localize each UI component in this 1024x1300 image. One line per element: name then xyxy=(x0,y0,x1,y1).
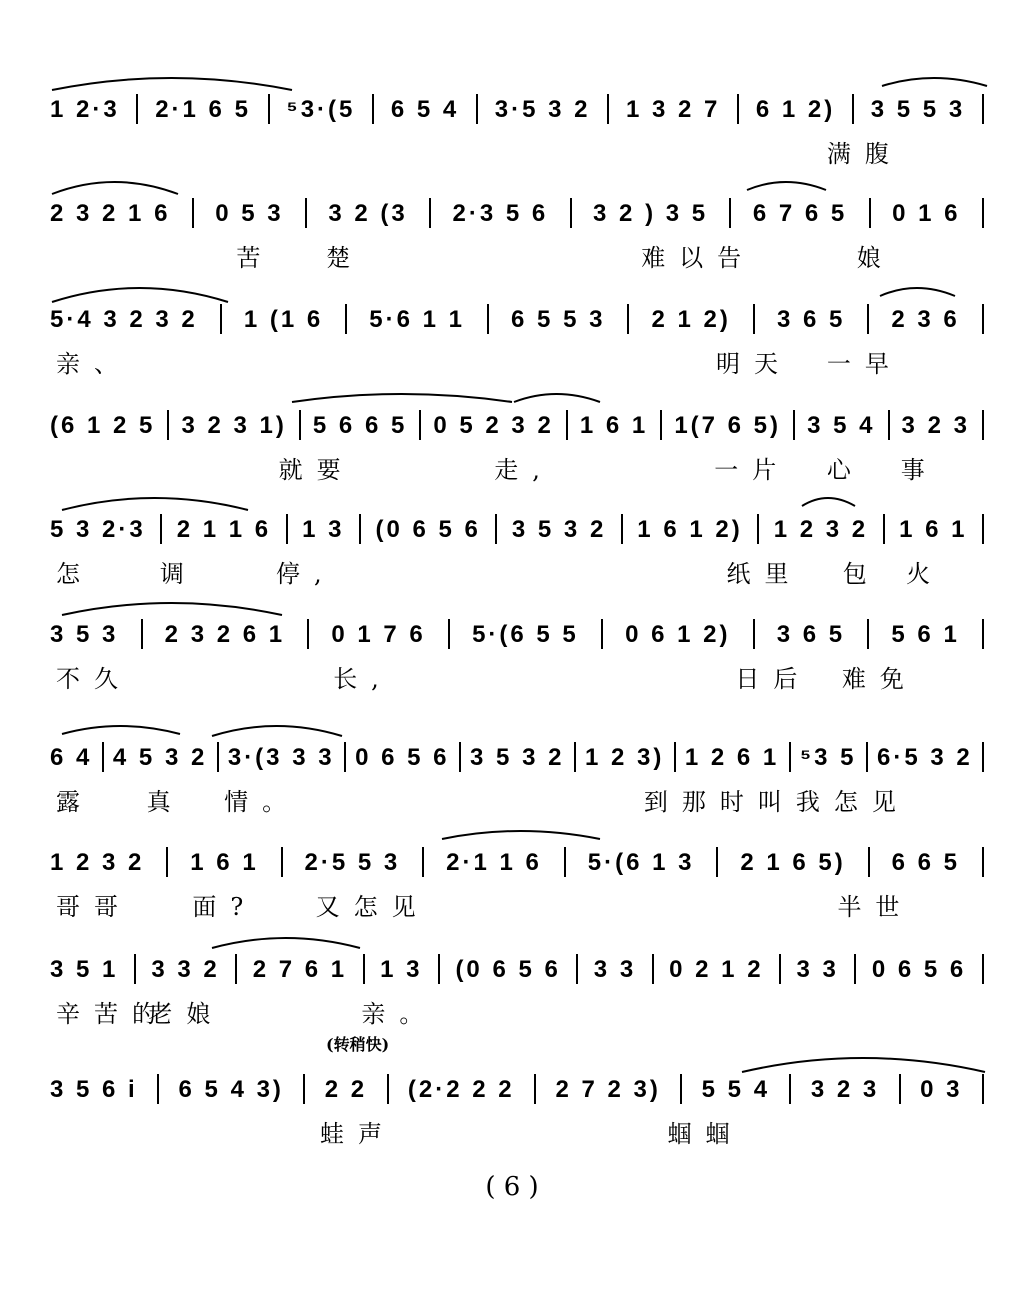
note-group: 2 7 2 3) xyxy=(555,1076,661,1103)
barline xyxy=(607,94,609,124)
note-group: 2 1 6 5) xyxy=(740,849,846,876)
lyric-text: 老娘 xyxy=(148,1000,225,1028)
barline xyxy=(660,410,662,440)
barline xyxy=(281,847,283,877)
barline xyxy=(570,198,572,228)
barline xyxy=(869,198,871,228)
note-group: 6 7 6 5 xyxy=(752,200,848,227)
note-group: 3·5 3 2 xyxy=(494,96,591,123)
barline xyxy=(167,410,169,440)
barline xyxy=(716,847,718,877)
barline xyxy=(495,514,497,544)
note-group: 3 2 ) 3 5 xyxy=(593,200,709,227)
lyric-text: 蝈蝈 xyxy=(667,1120,744,1148)
barline xyxy=(621,514,623,544)
note-group: 1 2 3) xyxy=(584,744,665,771)
slur-mark xyxy=(878,276,959,336)
barline xyxy=(576,954,578,984)
notation-line xyxy=(50,728,986,772)
lyric-text: 半世 xyxy=(837,893,914,921)
note-group: 3 5 5 3 xyxy=(870,96,966,123)
lyrics-line xyxy=(56,782,986,814)
barline xyxy=(422,847,424,877)
note-group: 0 1 6 xyxy=(892,200,961,227)
lyric-text: 心 xyxy=(826,456,865,484)
barline xyxy=(867,619,869,649)
slur-mark xyxy=(60,714,184,774)
barline xyxy=(854,954,856,984)
lyrics-line xyxy=(56,450,986,482)
note-group: 1 2 6 1 xyxy=(684,744,780,771)
barline xyxy=(429,198,431,228)
note-group: 5·(6 1 3 xyxy=(587,849,695,876)
note-group: 3 2 3 xyxy=(810,1076,880,1103)
barline xyxy=(387,1074,389,1104)
barline xyxy=(888,410,890,440)
barline xyxy=(459,742,461,772)
note-group: 2·1 1 6 xyxy=(446,849,542,876)
lyric-text: 哥哥 xyxy=(56,893,132,921)
note-group: ⁵3 5 xyxy=(799,744,857,771)
note-group: 5·(6 5 5 xyxy=(472,621,579,648)
barline xyxy=(866,742,868,772)
barline xyxy=(192,198,194,228)
barline xyxy=(753,304,755,334)
note-group: 1 3 xyxy=(302,516,345,543)
slur-mark xyxy=(800,486,859,546)
lyric-text: 满腹 xyxy=(826,140,903,168)
barline xyxy=(286,514,288,544)
lyric-text: 露 xyxy=(56,788,94,816)
note-group: 3 5 4 xyxy=(807,412,876,439)
lyrics-line xyxy=(56,238,986,270)
notation-line xyxy=(50,940,986,984)
note-group: 6 5 4 xyxy=(390,96,460,123)
notation-line xyxy=(50,184,986,228)
lyric-text: 到那时叫我怎见 xyxy=(643,788,910,816)
note-group: 3 5 3 2 xyxy=(511,516,607,543)
slur-mark xyxy=(880,66,991,126)
slur-mark xyxy=(60,591,286,651)
note-group: 2 3 2 6 1 xyxy=(164,621,286,648)
barline xyxy=(448,619,450,649)
barline xyxy=(674,742,676,772)
barline xyxy=(487,304,489,334)
barline xyxy=(307,619,309,649)
barline xyxy=(345,304,347,334)
barline xyxy=(982,742,984,772)
barline xyxy=(868,847,870,877)
note-group: 1 2 3 2 xyxy=(50,849,145,876)
note-group: 2 3 2 1 6 xyxy=(50,200,171,227)
slur-mark xyxy=(50,276,232,336)
note-group: 5·6 1 1 xyxy=(369,306,465,333)
slur-mark xyxy=(290,382,516,442)
note-group: 6 5 4 3) xyxy=(178,1076,284,1103)
note-group: 1 (1 6 xyxy=(243,306,324,333)
note-group: 3 5 3 xyxy=(50,621,119,648)
note-group: 2 1 2) xyxy=(651,306,731,333)
score-system xyxy=(0,1035,1024,1170)
lyric-text: 一片 xyxy=(714,456,791,484)
lyric-text: 长, xyxy=(333,665,393,693)
note-group: (0 6 5 6 xyxy=(455,956,561,983)
barline xyxy=(982,847,984,877)
note-group: 1 6 1 2) xyxy=(637,516,743,543)
slur-mark xyxy=(440,819,604,879)
note-group: 6·5 3 2 xyxy=(876,744,973,771)
barline xyxy=(359,514,361,544)
lyric-text: 走, xyxy=(494,456,554,484)
barline xyxy=(438,954,440,984)
lyric-text: 纸里 xyxy=(726,560,803,588)
note-group: 0 6 5 6 xyxy=(871,956,967,983)
lyric-text: 蛙声 xyxy=(320,1120,396,1148)
note-group: 0 6 1 2) xyxy=(625,621,731,648)
barline xyxy=(729,198,731,228)
note-group: ⁵3·(5 xyxy=(286,96,356,123)
note-group: 5 5 4 xyxy=(701,1076,771,1103)
slur-mark xyxy=(60,486,252,546)
note-group: 1 2 3 2 xyxy=(773,516,869,543)
note-group: (6 1 2 5 xyxy=(50,412,156,439)
lyric-text: 火 xyxy=(906,560,945,588)
barline xyxy=(652,954,654,984)
note-group: 0 2 1 2 xyxy=(669,956,764,983)
note-group: 3 6 5 xyxy=(776,306,846,333)
note-group: 1(7 6 5) xyxy=(674,412,782,439)
barline xyxy=(627,304,629,334)
barline xyxy=(166,847,168,877)
note-group: 2 1 1 6 xyxy=(176,516,272,543)
lyric-text: 一早 xyxy=(826,350,903,378)
barline xyxy=(737,94,739,124)
note-group: 5 6 6 5 xyxy=(312,412,408,439)
lyric-text: 难免 xyxy=(841,665,918,693)
lyric-text: 真 xyxy=(146,788,185,816)
note-group: 3 2 (3 xyxy=(328,200,408,227)
lyric-text: 明天 xyxy=(716,350,792,378)
lyric-text: 包 xyxy=(842,560,881,588)
note-group: 3 3 xyxy=(593,956,637,983)
note-group: 3 5 3 2 xyxy=(470,744,565,771)
score-system xyxy=(0,833,1024,943)
barline xyxy=(982,304,984,334)
barline xyxy=(134,954,136,984)
barline xyxy=(779,954,781,984)
barline xyxy=(680,1074,682,1104)
slur-mark xyxy=(50,66,296,126)
lyrics-line xyxy=(56,1114,986,1146)
lyrics-line xyxy=(56,134,986,166)
barline xyxy=(601,619,603,649)
lyric-text: 苦 xyxy=(236,244,275,272)
note-group: 6 6 5 xyxy=(891,849,960,876)
lyric-text: 日后 xyxy=(735,665,812,693)
slur-mark xyxy=(740,1046,989,1106)
lyric-text: 又怎见 xyxy=(315,893,430,921)
note-group: 0 1 7 6 xyxy=(331,621,426,648)
note-group: 2 3 6 xyxy=(891,306,960,333)
note-group: 3 6 5 xyxy=(776,621,846,648)
lyric-text: 停, xyxy=(276,560,336,588)
barline xyxy=(982,514,984,544)
barline xyxy=(982,954,984,984)
barline xyxy=(303,1074,305,1104)
lyrics-line xyxy=(56,344,986,376)
slur-mark xyxy=(50,170,182,230)
score-system xyxy=(0,605,1024,715)
slur-mark xyxy=(512,382,604,442)
note-group: 1 6 1 xyxy=(190,849,259,876)
note-group: 3 3 xyxy=(796,956,839,983)
note-group: 2·3 5 6 xyxy=(452,200,549,227)
barline xyxy=(867,304,869,334)
note-group: 6 4 xyxy=(50,744,93,771)
lyric-text: 娘 xyxy=(856,244,895,272)
note-group: 3 5 6 i xyxy=(50,1076,138,1103)
lyrics-line xyxy=(56,659,986,691)
note-group: 1 2·3 xyxy=(50,96,120,123)
barline xyxy=(476,94,478,124)
note-group: (0 6 5 6 xyxy=(375,516,481,543)
barline xyxy=(305,198,307,228)
barline xyxy=(534,1074,536,1104)
note-group: 6 1 2) xyxy=(755,96,836,123)
note-group: 0 5 2 3 2 xyxy=(433,412,554,439)
note-group: 5 6 1 xyxy=(891,621,960,648)
lyrics-line xyxy=(56,887,986,919)
barline xyxy=(574,742,576,772)
note-group: 3 2 3 xyxy=(901,412,970,439)
tempo-marking: (转稍快) xyxy=(326,1035,390,1054)
lyric-text: 亲。 xyxy=(361,1000,438,1028)
barline xyxy=(757,514,759,544)
barline xyxy=(982,198,984,228)
lyric-text: 不久 xyxy=(56,665,132,693)
note-group: (2·2 2 2 xyxy=(407,1076,515,1103)
note-group: 0 3 xyxy=(920,1076,963,1103)
note-group: 3 3 2 xyxy=(151,956,220,983)
lyric-text: 调 xyxy=(159,560,198,588)
note-group: 2·5 5 3 xyxy=(304,849,401,876)
lyric-text: 怎 xyxy=(56,560,94,588)
lyric-text: 楚 xyxy=(326,244,365,272)
page-number: ( 6 ) xyxy=(485,1172,539,1202)
slur-mark xyxy=(210,714,346,774)
note-group: 2 2 xyxy=(324,1076,368,1103)
note-group: 1 6 1 xyxy=(899,516,968,543)
note-group: 1 3 2 7 xyxy=(625,96,721,123)
barline xyxy=(372,94,374,124)
note-group: 6 5 5 3 xyxy=(511,306,606,333)
barline xyxy=(883,514,885,544)
note-group: 2·1 6 5 xyxy=(155,96,251,123)
barline xyxy=(157,1074,159,1104)
note-group: 3 5 1 xyxy=(50,956,119,983)
lyric-text: 就要 xyxy=(278,456,355,484)
barline xyxy=(982,619,984,649)
score-system xyxy=(0,940,1024,1050)
note-group: 1 3 xyxy=(380,956,423,983)
note-group: 3 2 3 1) xyxy=(181,412,287,439)
note-group: 0 5 3 xyxy=(215,200,284,227)
note-group: 3·(3 3 3 xyxy=(227,744,335,771)
lyric-text: 情。 xyxy=(224,788,301,816)
barline xyxy=(753,619,755,649)
barline xyxy=(793,410,795,440)
lyric-text: 面? xyxy=(192,893,258,921)
note-group: 5 3 2·3 xyxy=(50,516,146,543)
lyric-text: 辛苦的 xyxy=(56,1000,170,1028)
lyrics-line xyxy=(56,994,986,1026)
note-group: 2 7 6 1 xyxy=(252,956,348,983)
lyrics-line xyxy=(56,554,986,586)
lyric-text: 亲、 xyxy=(56,350,132,378)
barline xyxy=(852,94,854,124)
note-group: 1 6 1 xyxy=(579,412,649,439)
barline xyxy=(789,742,791,772)
slur-mark xyxy=(745,170,830,230)
slur-mark xyxy=(210,926,364,986)
lyric-text: 难以告 xyxy=(641,244,756,272)
lyric-text: 事 xyxy=(900,456,939,484)
note-group: 5·4 3 2 3 2 xyxy=(50,306,198,333)
note-group: 4 5 3 2 xyxy=(112,744,208,771)
barline xyxy=(982,410,984,440)
note-group: 0 6 5 6 xyxy=(355,744,450,771)
